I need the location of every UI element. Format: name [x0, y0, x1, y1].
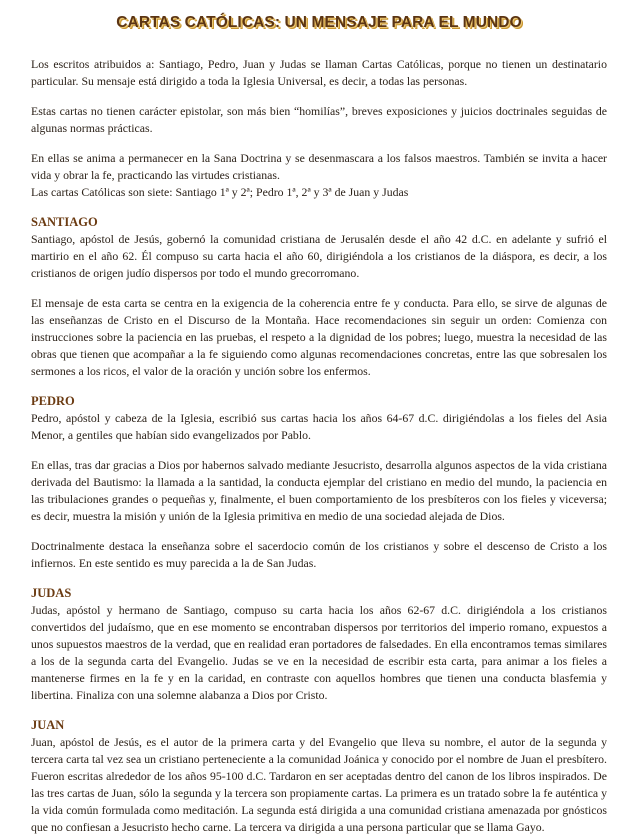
pedro-paragraph-1: Pedro, apóstol y cabeza de la Iglesia, escribió sus cartas hacia los años 64-67 d.C. dirigiéndolas a los fieles del Asia Menor, a gentiles que habían sido evangelizados por Pablo.: [31, 411, 607, 442]
pedro-paragraph-2: En ellas, tras dar gracias a Dios por habernos salvado mediante Jesucristo, desarrolla algunos aspectos de la vida cristiana derivada del Bautismo: la llamada a la santidad, la conducta ejemplar del cristiano en medio del mundo, la paciencia en las tribulaciones grandes o pequeñas y, finalmente, el buen comportamiento de los presbíteros con los fieles y viceversa; es decir, muestra la misión y unión de la Iglesia primitiva en medio de una sociedad alejada de Dios.: [31, 458, 607, 523]
section-heading-pedro: PEDRO: [31, 394, 75, 408]
section-heading-judas: JUDAS: [31, 586, 72, 600]
section-santiago: [31, 214, 607, 380]
judas-paragraph-1: Judas, apóstol y hermano de Santiago, compuso su carta hacia los años 62-67 d.C. dirigiéndola a los cristianos convertidos del judaísmo, que en ese momento se encontraban dispersos por territorios del imperio romano, expuestos a unos supuestos maestros de la verdad, que en realidad eran portadores de falsedades. En ella encontramos temas similares a los de la segunda carta del Evangelio. Judas se ve en la necesidad de escribir esta carta, para animar a los fieles a mantenerse firmes en la fe y en la caridad, en contraste con aquellos hombres que tienen una conducta blasfemia y libertina. Finaliza con una solemne alabanza a Dios por Cristo.: [31, 603, 607, 702]
intro-paragraph-2: Estas cartas no tienen carácter epistolar, son más bien “homilías”, breves exposiciones y juicios doctrinales seguidas de algunas normas prácticas.: [31, 104, 607, 135]
document-page: [31, 12, 607, 836]
pedro-paragraph-3: Doctrinalmente destaca la enseñanza sobre el sacerdocio común de los cristianos y sobre el descenso de Cristo a los infiernos. En este sentido es muy parecida a la de San Judas.: [31, 539, 607, 570]
juan-paragraph-1: Juan, apóstol de Jesús, es el autor de la primera carta y del Evangelio que lleva su nombre, el autor de la segunda y tercera carta tal vez sea un cristiano perteneciente a la comunidad Joánica y conocido por el nombre de Juan el presbítero. Fueron escritas alrededor de los años 95-100 d.C. Tardaron en ser aceptadas dentro del canon de los libros inspirados. De las tres cartas de Juan, sólo la segunda y la tercera son propiamente cartas. La primera es un tratado sobre la fe auténtica y la vida común formulada como meditación. La segunda está dirigida a una comunidad cristiana amenazada por gnósticos que no confiesan a Jesucristo hecho carne. La tercera va dirigida a una persona particular que se llama Gayo.: [31, 735, 607, 834]
santiago-paragraph-2: El mensaje de esta carta se centra en la exigencia de la coherencia entre fe y conducta. Para ello, se sirve de algunas de las enseñanzas de Cristo en el Discurso de la Montaña. Hace recomendaciones sin seguir un orden: Comienza con instrucciones sobre la paciencia en las pruebas, el respeto a la dignidad de los pobres; luego, muestra la necesidad de las obras que tienen que acompañar a la fe siguiendo como algunas recomendaciones concretas, entre las que sobresalen los sermones a los ricos, el valor de la oración y unción sobre los enfermos.: [31, 296, 607, 378]
section-heading-juan: JUAN: [31, 718, 65, 732]
intro-paragraph-3: En ellas se anima a permanecer en la Sana Doctrina y se desenmascara a los falsos maestros. También se invita a hacer vida y obrar la fe, practicando las virtudes cristianas.: [31, 151, 607, 182]
document-title: CARTAS CATÓLICAS: UN MENSAJE PARA EL MUNDO: [116, 14, 522, 31]
section-judas: [31, 585, 607, 704]
section-juan: [31, 717, 607, 836]
intro-paragraph-1: Los escritos atribuidos a: Santiago, Pedro, Juan y Judas se llaman Cartas Católicas, porque no tienen un destinatario particular. Su mensaje está dirigido a toda la Iglesia Universal, es decir, a todas las personas.: [31, 57, 607, 88]
intro-paragraph-4: Las cartas Católicas son siete: Santiago 1ª y 2ª; Pedro 1ª, 2ª y 3ª de Juan y Judas: [31, 185, 409, 199]
section-pedro: [31, 393, 607, 572]
santiago-paragraph-1: Santiago, apóstol de Jesús, gobernó la comunidad cristiana de Jerusalén desde el año 42 d.C. en adelante y sufrió el martirio en el año 62. Él compuso su carta hacia el año 60, dirigiéndola a los cristianos de la diáspora, es decir, a los cristianos de origen judío dispersos por todo el mundo grecorromano.: [31, 232, 607, 280]
section-heading-santiago: SANTIAGO: [31, 215, 98, 229]
